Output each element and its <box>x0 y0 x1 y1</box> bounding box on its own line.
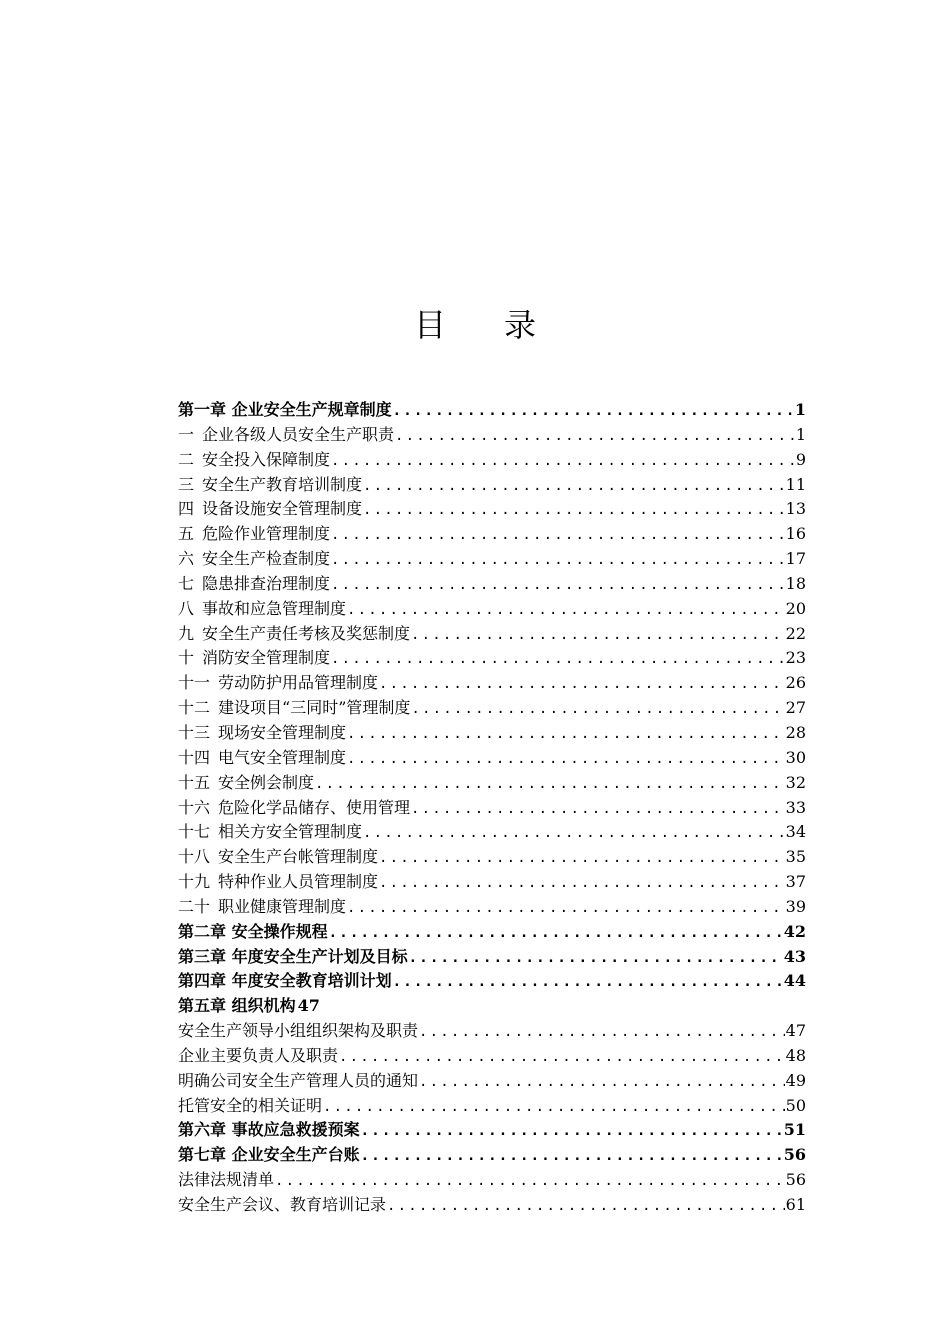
toc-page-number: 44 <box>783 971 806 991</box>
toc-dot-leader <box>331 449 795 473</box>
toc-entry-number: 二 <box>178 449 195 469</box>
toc-dot-leader <box>411 797 785 821</box>
toc-entry-label <box>178 721 346 746</box>
toc-entry-title: 安全投入保障制度 <box>202 449 331 469</box>
toc-entry-title: 第二章 安全操作规程 <box>178 921 328 941</box>
toc-section-entry[interactable] <box>178 473 806 498</box>
toc-entry-label <box>178 1118 360 1143</box>
toc-entry-title: 安全例会制度 <box>218 772 315 792</box>
toc-section-entry[interactable] <box>178 845 806 870</box>
toc-section-entry[interactable] <box>178 796 806 821</box>
toc-entry-title: 安全生产领导小组组织架构及职责 <box>178 1021 419 1041</box>
toc-entry-title: 危险化学品储存、使用管理 <box>218 797 411 817</box>
toc-entry-title: 明确公司安全生产管理人员的通知 <box>178 1070 419 1090</box>
toc-entry-title: 第一章 企业安全生产规章制度 <box>178 400 392 419</box>
toc-entry-label <box>178 423 394 448</box>
toc-section-entry[interactable] <box>178 671 806 696</box>
toc-page-number: 48 <box>785 1045 806 1065</box>
toc-entry-number: 六 <box>178 549 195 569</box>
page-title <box>0 303 950 347</box>
toc-entry-title: 安全生产台帐管理制度 <box>218 847 379 867</box>
toc-chapter-entry[interactable] <box>178 920 806 945</box>
toc-dot-leader <box>393 399 794 423</box>
toc-entry-label <box>178 1168 274 1193</box>
toc-section-entry[interactable] <box>178 1193 806 1218</box>
toc-entry-title: 职业健康管理制度 <box>218 896 347 916</box>
toc-chapter-entry[interactable] <box>178 1143 806 1168</box>
toc-section-entry[interactable] <box>178 597 806 622</box>
toc-section-entry[interactable] <box>178 497 806 522</box>
toc-page-number: 50 <box>785 1095 806 1115</box>
toc-entry-title: 第四章 年度安全教育培训计划 <box>178 971 392 991</box>
toc-page-number: 49 <box>785 1070 806 1090</box>
toc-entry-label <box>178 945 408 970</box>
toc-entry-title: 托管安全的相关证明 <box>178 1095 323 1115</box>
toc-entry-number: 十四 <box>178 747 211 767</box>
toc-entry-label <box>178 572 330 597</box>
toc-dot-leader <box>339 1045 785 1069</box>
toc-dot-leader <box>395 424 795 448</box>
toc-entry-title: 安全生产责任考核及奖惩制度 <box>202 623 411 643</box>
toc-dot-leader <box>363 474 785 498</box>
toc-page-number: 1 <box>794 400 806 419</box>
toc-entry-label <box>178 622 410 647</box>
page-title-char-1: 目 <box>413 306 446 344</box>
toc-section-entry[interactable] <box>178 646 806 671</box>
toc-entry-label <box>178 597 346 622</box>
toc-dot-leader <box>409 946 783 970</box>
toc-page-number: 56 <box>785 1170 806 1190</box>
toc-page-number: 20 <box>785 598 806 618</box>
toc-dot-leader <box>419 1070 785 1094</box>
toc-entry-label <box>178 398 392 423</box>
toc-entry-title: 第五章 组织机构 <box>178 996 296 1016</box>
toc-page-number: 43 <box>783 946 806 966</box>
toc-section-entry[interactable] <box>178 1094 806 1119</box>
toc-entry-title: 企业主要负责人及职责 <box>178 1045 339 1065</box>
toc-entry-title: 建设项目“三同时”管理制度 <box>218 698 411 718</box>
toc-page-number: 32 <box>785 772 806 792</box>
toc-entry-number: 十六 <box>178 797 211 817</box>
toc-entry-title: 消防安全管理制度 <box>202 648 331 668</box>
toc-entry-title: 安全生产会议、教育培训记录 <box>178 1195 387 1214</box>
toc-dot-leader <box>419 1020 785 1044</box>
toc-page-number: 26 <box>785 673 806 693</box>
toc-section-entry[interactable] <box>178 1168 806 1193</box>
toc-section-entry[interactable] <box>178 572 806 597</box>
toc-entry-number: 十二 <box>178 698 211 718</box>
toc-dot-leader <box>361 1119 783 1143</box>
toc-entry-label <box>178 969 392 994</box>
toc-dot-leader <box>315 772 785 796</box>
toc-page-number: 18 <box>785 573 806 593</box>
toc-page-number: 22 <box>785 623 806 643</box>
toc-section-entry[interactable] <box>178 721 806 746</box>
toc-entry-label <box>178 920 328 945</box>
toc-entry-title: 企业各级人员安全生产职责 <box>202 424 395 444</box>
toc-section-entry[interactable] <box>178 746 806 771</box>
toc-section-entry[interactable] <box>178 522 806 547</box>
toc-dot-leader <box>347 896 785 920</box>
toc-chapter-entry[interactable] <box>178 994 806 1019</box>
toc-entry-label <box>178 448 330 473</box>
toc-entry-label <box>178 1143 360 1168</box>
toc-section-entry[interactable] <box>178 547 806 572</box>
toc-entry-label <box>178 994 296 1019</box>
toc-page-number: 16 <box>785 524 806 544</box>
toc-entry-title: 第六章 事故应急救援预案 <box>178 1120 360 1140</box>
toc-dot-leader <box>347 722 785 746</box>
toc-entry-label <box>178 671 378 696</box>
toc-entry-title: 现场安全管理制度 <box>218 722 347 742</box>
toc-entry-label <box>178 1019 418 1044</box>
toc-entry-number: 五 <box>178 524 195 544</box>
toc-entry-number: 七 <box>178 573 195 593</box>
toc-entry-number: 十七 <box>178 822 211 842</box>
toc-dot-leader <box>331 523 785 547</box>
toc-entry-label <box>178 646 330 671</box>
toc-dot-leader <box>329 921 783 945</box>
toc-page-number: 1 <box>795 424 806 444</box>
toc-page-number: 51 <box>783 1120 806 1140</box>
toc-page-number: 47 <box>785 1021 806 1041</box>
toc-entry-title: 相关方安全管理制度 <box>218 822 363 842</box>
toc-page-number: 61 <box>785 1195 806 1214</box>
toc-entry-title: 电气安全管理制度 <box>218 747 347 767</box>
toc-entry-label <box>178 870 378 895</box>
page-title-char-2: 录 <box>504 306 537 344</box>
toc-entry-title: 事故和应急管理制度 <box>202 598 347 618</box>
toc-dot-leader <box>323 1095 785 1119</box>
toc-page-number: 9 <box>795 449 806 469</box>
toc-page-number: 27 <box>785 698 806 718</box>
toc-dot-leader <box>379 672 785 696</box>
toc-section-entry[interactable] <box>178 870 806 895</box>
toc-section-entry[interactable] <box>178 1044 806 1069</box>
toc-dot-leader <box>275 1169 785 1193</box>
toc-section-entry[interactable] <box>178 696 806 721</box>
toc-entry-title: 特种作业人员管理制度 <box>218 872 379 892</box>
toc-entry-number: 十 <box>178 648 195 668</box>
toc-section-entry[interactable] <box>178 771 806 796</box>
toc-dot-leader <box>361 1144 783 1168</box>
toc-section-entry[interactable] <box>178 895 806 920</box>
toc-entry-label <box>178 1094 322 1119</box>
toc-entry-title: 安全生产检查制度 <box>202 549 331 569</box>
toc-dot-leader <box>363 498 785 522</box>
toc-entry-label <box>178 522 330 547</box>
toc-entry-label <box>178 746 346 771</box>
toc-entry-label <box>178 1193 386 1218</box>
toc-dot-leader <box>393 970 783 994</box>
toc-entry-label <box>178 771 314 796</box>
toc-chapter-entry[interactable] <box>178 969 806 994</box>
toc-section-entry[interactable] <box>178 423 806 448</box>
toc-page-number: 28 <box>785 722 806 742</box>
toc-entry-number: 一 <box>178 424 195 444</box>
toc-section-entry[interactable] <box>178 820 806 845</box>
toc-page-number: 42 <box>783 921 806 941</box>
toc-dot-leader <box>379 871 785 895</box>
toc-entry-title: 法律法规清单 <box>178 1170 275 1190</box>
toc-page-number: 17 <box>785 549 806 569</box>
toc-dot-leader <box>347 747 785 771</box>
toc-entry-number: 十三 <box>178 722 211 742</box>
toc-entry-number: 十五 <box>178 772 211 792</box>
toc-page-number: 37 <box>785 872 806 892</box>
toc-page-number: 35 <box>785 847 806 867</box>
toc-entry-label <box>178 796 410 821</box>
toc-page-number: 30 <box>785 747 806 767</box>
toc-dot-leader <box>331 647 785 671</box>
toc-chapter-entry[interactable] <box>178 945 806 970</box>
toc-dot-leader <box>411 697 784 721</box>
toc-entry-label <box>178 696 410 721</box>
toc-entry-label <box>178 547 330 572</box>
toc-entry-number: 八 <box>178 598 195 618</box>
toc-entry-number: 三 <box>178 474 195 494</box>
toc-entry-number: 二十 <box>178 896 211 916</box>
toc-entry-number: 四 <box>178 499 195 519</box>
toc-entry-label <box>178 895 346 920</box>
toc-entry-label <box>178 845 378 870</box>
toc-page-number: 23 <box>785 648 806 668</box>
toc-entry-title: 劳动防护用品管理制度 <box>218 673 379 693</box>
toc-entry-label <box>178 473 362 498</box>
toc-section-entry[interactable] <box>178 1019 806 1044</box>
toc-dot-leader <box>363 821 785 845</box>
toc-dot-leader <box>347 598 785 622</box>
toc-entry-number: 九 <box>178 623 195 643</box>
toc-page-number: 47 <box>297 996 320 1016</box>
toc-entry-title: 第三章 年度安全生产计划及目标 <box>178 946 408 966</box>
toc-page-number: 11 <box>785 474 806 494</box>
toc-entry-label <box>178 497 362 522</box>
toc-chapter-entry[interactable] <box>178 1118 806 1143</box>
toc-entry-title: 安全生产教育培训制度 <box>202 474 363 494</box>
toc-dot-leader <box>411 623 785 647</box>
toc-entry-number: 十八 <box>178 847 211 867</box>
toc-page-number: 13 <box>785 499 806 519</box>
toc-entry-label <box>178 1069 418 1094</box>
toc-entry-title: 设备设施安全管理制度 <box>202 499 363 519</box>
toc-page-number: 33 <box>785 797 806 817</box>
toc-entry-title: 危险作业管理制度 <box>202 524 331 544</box>
toc-entry-label <box>178 1044 338 1069</box>
toc-entry-number: 十一 <box>178 673 211 693</box>
toc-dot-leader <box>331 573 785 597</box>
toc-dot-leader <box>387 1194 785 1218</box>
toc-entry-title: 第七章 企业安全生产台账 <box>178 1145 360 1165</box>
toc-entry-number: 十九 <box>178 872 211 892</box>
toc-section-entry[interactable] <box>178 448 806 473</box>
table-of-contents <box>178 398 806 1218</box>
toc-page-number: 56 <box>783 1145 806 1165</box>
toc-page-number: 39 <box>785 896 806 916</box>
toc-section-entry[interactable] <box>178 622 806 647</box>
toc-page-number: 34 <box>785 822 806 842</box>
toc-dot-leader <box>331 548 785 572</box>
toc-section-entry[interactable] <box>178 1069 806 1094</box>
toc-dot-leader <box>379 846 785 870</box>
toc-entry-title: 隐患排查治理制度 <box>202 573 331 593</box>
toc-chapter-entry[interactable] <box>178 398 806 423</box>
toc-entry-label <box>178 820 362 845</box>
